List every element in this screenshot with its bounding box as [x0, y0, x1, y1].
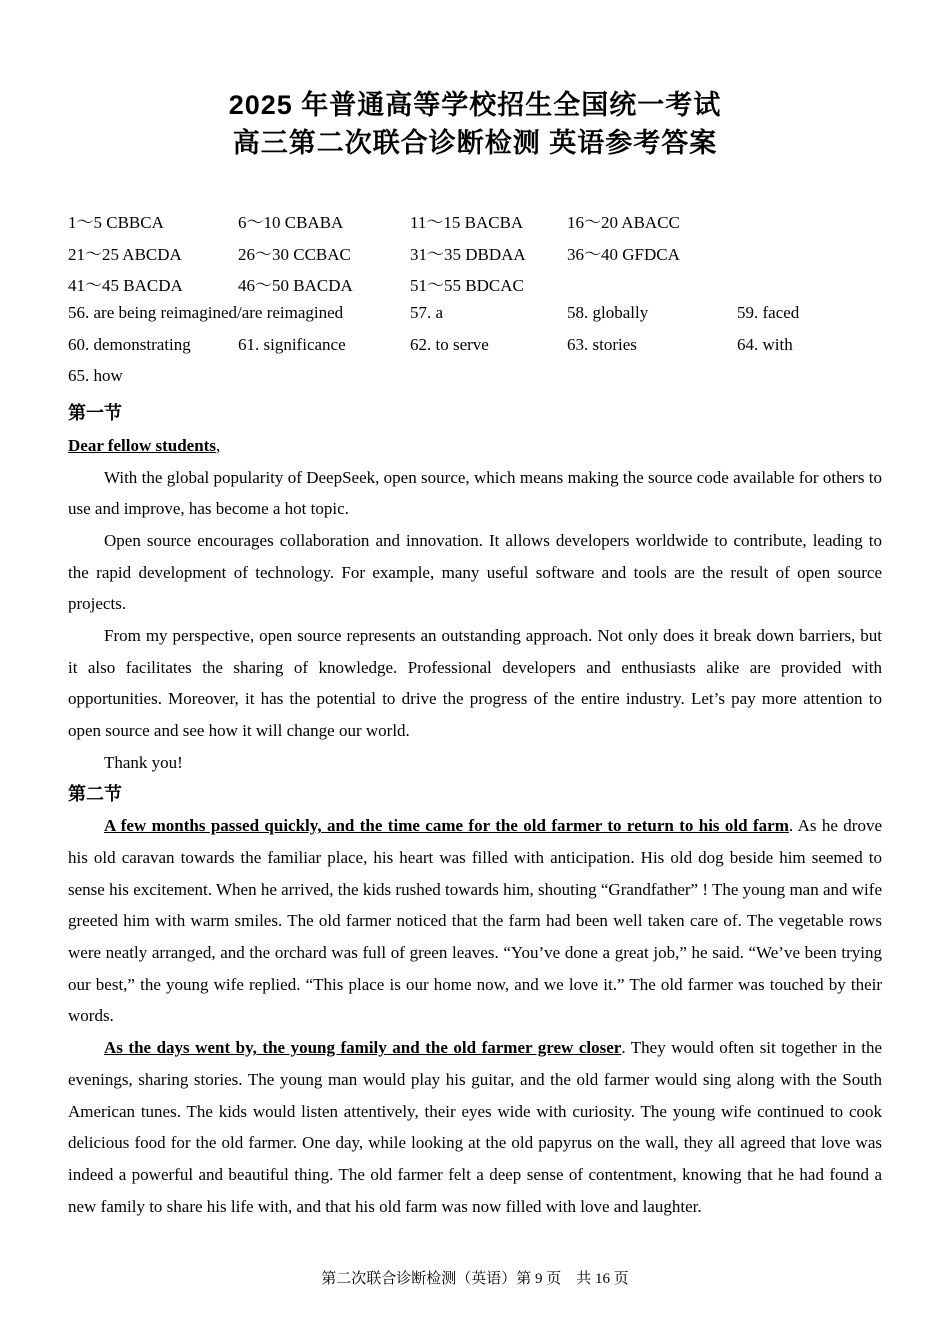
salutation-punct: , [215, 435, 221, 455]
answer-cell: 62. to serve [410, 334, 489, 354]
answer-cell: 58. globally [567, 303, 649, 323]
story-lead-sentence: A few months passed quickly, and the time came for the old farmer to return to his old farm [104, 816, 789, 836]
story-body-text: . As he drove his old caravan towards the familiar place, his heart was filled with anticipation. His old dog beside him seemed to sense his excitement. When he arrived, the kids rushed towards him, shouting “Grandfather” ! The young man and wife greeted him with warm smiles. The old farmer noticed that the farm had been well taken care of. The vegetable rows were neatly arranged, and the orchard was full of green leaves. “You’ve done a great job,” he said. “We’ve been trying our best,” the young wife replied. “This place is our home now, and we love it.” The old farmer was touched by their words. [68, 816, 882, 1026]
letter-paragraph: From my perspective, open source represents an outstanding approach. Not only does it break down barriers, but it also facilitates the sharing of knowledge. Professional developers and enthusiasts alike are provided with opportunities. Moreover, it has the potential to drive the progress of the entire industry. Let’s pay more attention to open source and see how it will change our world. [68, 626, 882, 741]
answer-cell: 59. faced [737, 303, 800, 323]
answer-key [68, 208, 882, 398]
answer-row [68, 208, 882, 240]
answer-cell: 1～5 CBBCA [68, 213, 164, 232]
answer-cell: 16～20 ABACC [567, 213, 680, 232]
answer-cell: 60. demonstrating [68, 334, 191, 354]
story-lead-sentence: As the days went by, the young family and the old farmer grew closer [104, 1038, 622, 1058]
answer-cell: 36～40 GFDCA [567, 244, 680, 264]
answer-cell: 21～25 ABCDA [68, 244, 182, 264]
answer-cell: 64. with [737, 334, 793, 354]
letter-salutation [68, 430, 882, 462]
answer-cell: 56. are being reimagined/are reimagined [68, 303, 344, 323]
title-block [68, 0, 882, 162]
answer-row [68, 240, 882, 272]
story-body-text: . They would often sit together in the evenings, sharing stories. The young man would play his guitar, and the old farmer would sing along with the South American tunes. The kids would listen attentively, their eyes wide with curiosity. The young wife continued to cook delicious food for the old farmer. One day, while looking at the old papyrus on the wall, they all agreed that love was indeed a powerful and beautiful thing. The old farmer felt a deep sense of contentment, knowing that he had found a new family to share his life with, and that his old farm was now filled with love and laughter. [68, 1038, 882, 1216]
story-paragraph [68, 810, 882, 1032]
answer-cell: 11～15 BACBA [410, 213, 524, 232]
answer-cell: 46～50 BACDA [238, 276, 353, 296]
letter-closing: Thank you! [104, 752, 183, 772]
answer-row [68, 303, 882, 335]
answer-row [68, 366, 882, 398]
answer-cell: 31～35 DBDAA [410, 244, 526, 264]
answer-cell: 6～10 CBABA [238, 213, 344, 232]
letter-paragraph: Open source encourages collaboration and innovation. It allows developers worldwide to contribute, leading to the rapid development of technology. For example, many useful software and tools are the result of open source projects. [68, 530, 882, 614]
salutation-text: Dear fellow students [68, 435, 216, 455]
answer-cell: 26～30 CCBAC [238, 244, 351, 264]
answer-cell: 57. a [410, 303, 444, 323]
page-title-line1: 2025 年普通高等学校招生全国统一考试 [228, 90, 722, 120]
answer-row [68, 335, 882, 367]
letter-paragraph: With the global popularity of DeepSeek, open source, which means making the source code available for others to use and improve, has become a hot topic. [68, 467, 882, 519]
page-title-line2: 高三第二次联合诊断检测 英语参考答案 [232, 128, 718, 158]
answer-cell: 63. stories [567, 334, 637, 354]
page-footer: 第二次联合诊断检测（英语）第 9 页 共 16 页 [321, 1271, 629, 1287]
section1-heading: 第一节 [68, 403, 122, 424]
story-paragraph [68, 1032, 882, 1222]
answer-cell: 61. significance [238, 334, 346, 354]
section2-heading: 第二节 [68, 783, 122, 804]
answer-row [68, 271, 882, 303]
answer-cell: 51～55 BDCAC [410, 276, 524, 296]
answer-cell: 65. how [68, 366, 123, 386]
answer-cell: 41～45 BACDA [68, 276, 183, 296]
